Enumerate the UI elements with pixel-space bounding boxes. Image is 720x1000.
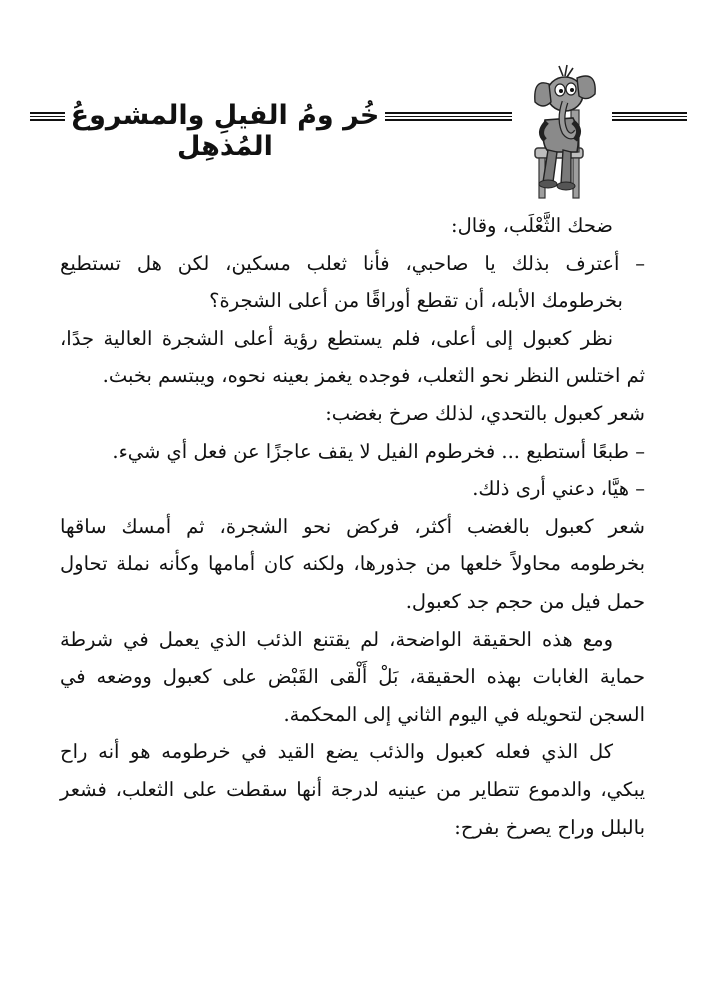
paragraph bbox=[60, 470, 645, 508]
story-text bbox=[60, 207, 645, 846]
text-line: بخرطومه محاولاً خلعها من جذورها، ولكنه كان أمامها وكأنه نملة تحاول bbox=[60, 552, 646, 576]
paragraph bbox=[60, 395, 645, 433]
text-line: ومع هذه الحقيقة الواضحة، لم يقتنع الذئب الذي يعمل في شرطة bbox=[60, 627, 613, 651]
text-line: شعر كعبول بالغضب أكثر، فركض نحو الشجرة، ثم أمسك ساقها bbox=[60, 514, 645, 538]
paragraph bbox=[60, 245, 645, 320]
chapter-title: خُر ومُ الفيلِ والمشروعُ المُذهِل bbox=[70, 100, 380, 162]
header-rule-right bbox=[612, 112, 687, 122]
paragraph bbox=[60, 207, 645, 245]
header-rule-middle bbox=[385, 112, 512, 122]
paragraph bbox=[60, 508, 645, 621]
text-line: يبكي، والدموع تتطاير من عينيه لدرجة أنها سقطت على الثعلب، فشعر bbox=[60, 777, 645, 801]
text-line: ثم اختلس النظر نحو الثعلب، فوجده يغمز بعينه نحوه، ويبتسم بخبث. bbox=[102, 364, 645, 388]
text-line: حماية الغابات بهذه الحقيقة، بَلْ أَلْقى القَبْض على كعبول ووضعه في bbox=[60, 665, 645, 689]
header-rule-left bbox=[30, 112, 65, 122]
text-line: حمل فيل من حجم جد كعبول. bbox=[405, 589, 645, 613]
text-line: كل الذي فعله كعبول والذئب يضع القيد في خرطومه هو أنه راح bbox=[60, 740, 613, 764]
text-line: ضحك الثَّعْلَب، وقال: bbox=[451, 214, 613, 237]
text-line: بالبلل وراح يصرخ بفرح: bbox=[454, 815, 645, 839]
elephant-mascot-illustration bbox=[515, 60, 605, 200]
text-line: – طبعًا أستطيع ... فخرطوم الفيل لا يقف عاجزًا عن فعل أي شيء. bbox=[112, 439, 645, 463]
text-line: – أعترف بذلك يا صاحبي، فأنا ثعلب مسكين، لكن هل تستطيع bbox=[60, 251, 645, 275]
paragraph bbox=[60, 621, 645, 734]
paragraph bbox=[60, 733, 645, 846]
paragraph bbox=[60, 433, 645, 471]
text-line: بخرطومك الأبله، أن تقطع أوراقًا من أعلى الشجرة؟ bbox=[209, 289, 623, 313]
text-line: نظر كعبول إلى أعلى، فلم يستطع رؤية أعلى الشجرة العالية جدًا، bbox=[60, 326, 613, 350]
text-line: شعر كعبول بالتحدي، لذلك صرخ بغضب: bbox=[325, 401, 645, 425]
text-line: السجن لتحويله في اليوم الثاني إلى المحكمة. bbox=[283, 702, 645, 726]
paragraph bbox=[60, 320, 645, 395]
text-line: – هيَّا، دعني أرى ذلك. bbox=[472, 477, 645, 501]
